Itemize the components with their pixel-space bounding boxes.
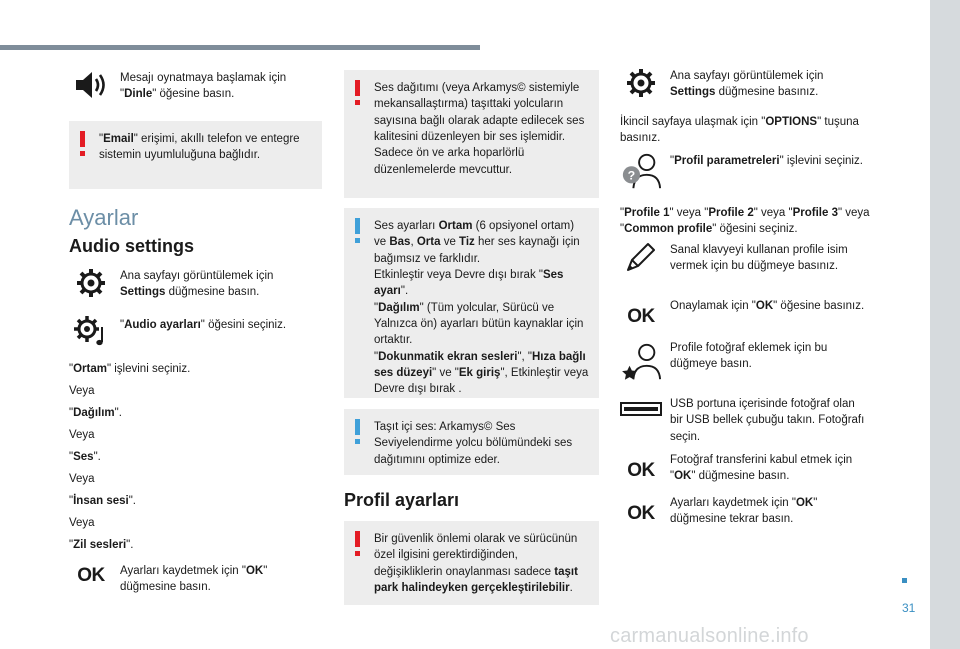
keyboard-step bbox=[620, 242, 880, 275]
gear-music-note-icon bbox=[70, 315, 112, 347]
right-settings-step bbox=[620, 68, 880, 101]
safety-warning-text: Bir güvenlik önlemi olarak ve sürücünün özel ilgisini gerektirdiğinden, değişikliklerin onaylanması sadece taşıt park halindeyken gerçekleştirilebilir. bbox=[374, 533, 578, 594]
option-text-bold: Ses bbox=[73, 451, 94, 463]
warning-mark-icon bbox=[80, 131, 85, 147]
audio-option-line bbox=[69, 537, 309, 559]
usb-slot-icon bbox=[620, 396, 662, 416]
side-margin-strip bbox=[930, 0, 960, 649]
option-text-pre: " bbox=[69, 451, 74, 463]
audio-option-line bbox=[69, 361, 309, 383]
page-number: 31 bbox=[902, 601, 916, 615]
section-title: Ayarlar bbox=[69, 205, 139, 230]
ok-button-icon: OK bbox=[627, 503, 655, 524]
usb-step bbox=[620, 396, 880, 445]
arkamys-info-text: Taşıt içi ses: Arkamys© Ses Seviyelendirme yolcu bölümündeki ses dağıtımını optimize eder. bbox=[374, 421, 573, 466]
svg-text:?: ? bbox=[627, 168, 636, 183]
option-text-pre: Veya bbox=[69, 517, 95, 529]
ok-button-icon: OK bbox=[627, 460, 655, 481]
top-accent-bar bbox=[0, 45, 480, 50]
audio-step bbox=[70, 315, 320, 347]
left-save-step bbox=[70, 563, 320, 596]
audio-option-line bbox=[69, 515, 309, 537]
profile-params-text: "Profil parametreleri" işlevini seçiniz. bbox=[670, 155, 863, 167]
option-text-post: ". bbox=[128, 495, 136, 507]
profile-params-step bbox=[620, 151, 880, 191]
warning-mark-icon bbox=[355, 531, 360, 547]
distribution-warning-text: Ses dağıtımı (veya Arkamys© sistemiyle mekansallaştırma) taşıttaki yolcuların sayısına bağlı olarak adapte edilecek ses kalitesini düzenleyen bir ses işlemidir. Sadece ön ve arka hoparlörlü düzenlemelerde mevcuttur. bbox=[374, 82, 585, 176]
second-page-text: İkincil sayfaya ulaşmak için "OPTIONS" tuşuna basınız. bbox=[620, 116, 859, 145]
option-text-pre: " bbox=[69, 363, 74, 375]
sound-settings-info-box bbox=[344, 208, 599, 398]
keyboard-text: Sanal klavyeyi kullanan profile isim vermek için bu düğmeye basınız. bbox=[670, 244, 848, 273]
settings-gear-icon bbox=[620, 68, 662, 98]
usb-text: USB portuna içerisinde fotoğraf olan bir USB bellek çubuğu takın. Fotoğrafı seçin. bbox=[670, 398, 865, 443]
option-text-pre: " bbox=[69, 539, 74, 551]
arkamys-info-box bbox=[344, 409, 599, 475]
speaker-icon bbox=[70, 70, 112, 100]
right-save-text: Ayarları kaydetmek için "OK" düğmesine tekrar basın. bbox=[670, 497, 818, 526]
right-save-step bbox=[620, 495, 880, 528]
ok-button-icon: OK bbox=[627, 306, 655, 327]
audio-option-line bbox=[69, 427, 309, 449]
confirm-step bbox=[620, 298, 880, 331]
option-text-pre: " bbox=[69, 495, 74, 507]
photo-text: Profile fotoğraf eklemek için bu düğmeye basın. bbox=[670, 342, 828, 371]
transfer-step bbox=[620, 452, 880, 485]
option-text-post: ". bbox=[126, 539, 134, 551]
option-text-bold: Zil sesleri bbox=[73, 539, 127, 551]
settings-gear-icon bbox=[70, 268, 112, 298]
profile-choice-text: "Profile 1" veya "Profile 2" veya "Profile 3" veya "Common profile" öğesini seçiniz. bbox=[620, 207, 870, 236]
option-text-bold: Dağılım bbox=[73, 407, 115, 419]
audio-step-text: "Audio ayarları" öğesini seçiniz. bbox=[120, 319, 287, 331]
option-text-post: ". bbox=[114, 407, 122, 419]
listen-text: Mesajı oynatmaya başlamak için "Dinle" öğesine basın. bbox=[120, 72, 287, 101]
audio-option-line bbox=[69, 449, 309, 471]
distribution-warning-box bbox=[344, 70, 599, 198]
info-mark-icon bbox=[355, 218, 360, 234]
option-text-pre: " bbox=[69, 407, 74, 419]
option-text-post: " işlevini seçiniz. bbox=[106, 363, 191, 375]
audio-option-line bbox=[69, 471, 309, 493]
audio-option-line bbox=[69, 493, 309, 515]
option-text-post: ". bbox=[93, 451, 101, 463]
option-text-pre: Veya bbox=[69, 473, 95, 485]
left-save-text: Ayarları kaydetmek için "OK" düğmesine basın. bbox=[120, 565, 268, 594]
audio-option-line bbox=[69, 405, 309, 427]
profile-person-icon bbox=[620, 151, 662, 191]
audio-option-line bbox=[69, 383, 309, 405]
option-text-pre: Veya bbox=[69, 429, 95, 441]
settings-step bbox=[70, 268, 320, 301]
transfer-text: Fotoğraf transferini kabul etmek için "OK" düğmesine basın. bbox=[670, 454, 853, 483]
audio-settings-heading: Audio settings bbox=[69, 236, 194, 256]
settings-step-text: Ana sayfayı görüntülemek için Settings düğmesine basın. bbox=[120, 270, 274, 299]
ok-button-icon: OK bbox=[77, 565, 105, 586]
warning-mark-icon bbox=[355, 80, 360, 96]
photo-step bbox=[620, 340, 880, 382]
right-settings-text: Ana sayfayı görüntülemek için Settings düğmesine basınız. bbox=[670, 70, 824, 99]
option-text-pre: Veya bbox=[69, 385, 95, 397]
listen-step bbox=[70, 70, 320, 103]
email-warning-box bbox=[69, 121, 322, 189]
option-text-bold: İnsan sesi bbox=[73, 495, 129, 507]
pencil-icon bbox=[620, 242, 662, 274]
option-text-bold: Ortam bbox=[73, 363, 107, 375]
safety-warning-box bbox=[344, 521, 599, 605]
info-mark-icon bbox=[355, 419, 360, 435]
profile-settings-heading: Profil ayarları bbox=[344, 490, 460, 510]
confirm-text: Onaylamak için "OK" öğesine basınız. bbox=[670, 300, 865, 312]
audio-options-list bbox=[69, 361, 309, 559]
sound-settings-info-text: Ses ayarları Ortam (6 opsiyonel ortam) ve Bas, Orta ve Tiz her ses kaynağı için bağımsız ve farklıdır. Etkinleştir veya Devre dışı bırak "Ses ayarı". "Dağılım" (Tüm yolcular, Sürücü ve Yalnızca ön) ayarları bütün kaynaklar için ortaktır. "Dokunmatik ekran sesleri", "Hıza bağlı ses düzeyi" ve "Ek giriş", Etkinleştir veya Devre dışı bırak . bbox=[374, 220, 589, 396]
email-warning-text: "Email" erişimi, akıllı telefon ve entegre sistemin uyumluluğuna bağlıdır. bbox=[99, 133, 300, 162]
profile-star-icon bbox=[620, 340, 662, 382]
watermark: carmanualsonline.info bbox=[610, 625, 809, 647]
page-marker-dot bbox=[902, 578, 907, 583]
